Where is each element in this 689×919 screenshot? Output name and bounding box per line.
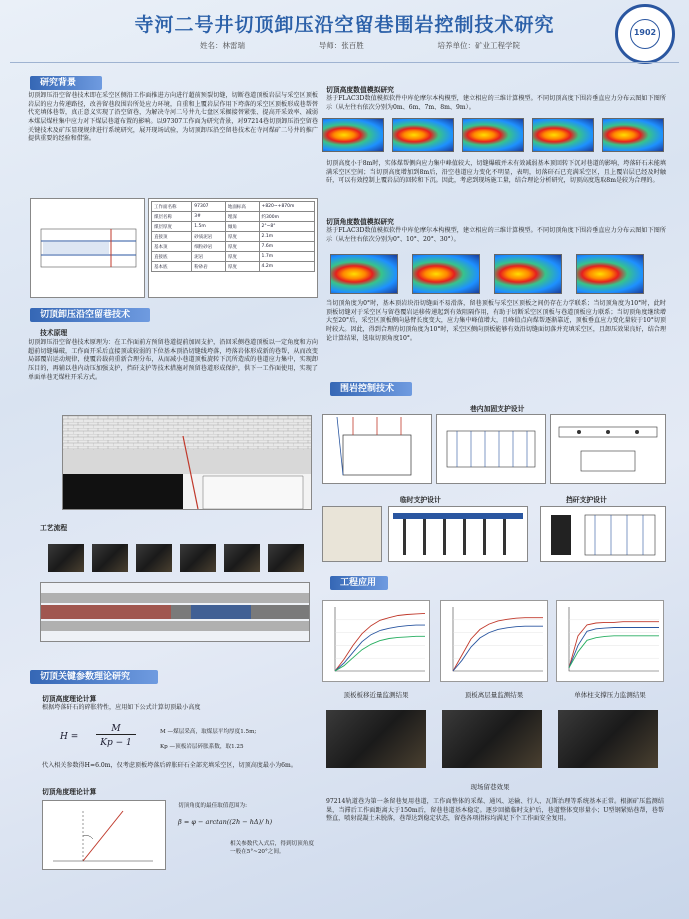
inner-support-plan-svg bbox=[437, 415, 545, 483]
numerical-height-subheading: 切顶高度数值模拟研究 bbox=[326, 86, 394, 94]
angle-range-text: 切顶角度的最佳取值范围为: bbox=[178, 803, 248, 809]
chart-prop-pressure bbox=[556, 600, 664, 682]
process-layout-diagram bbox=[40, 582, 310, 642]
gangue-support-drawing bbox=[540, 506, 666, 562]
table-cell: 约300m bbox=[259, 212, 314, 222]
gangue-support-svg bbox=[541, 507, 665, 561]
working-face-layout-drawing bbox=[30, 198, 145, 298]
stress-contour-angle-10 bbox=[412, 254, 480, 294]
chart-roof-separation bbox=[440, 600, 548, 682]
field-photo-3 bbox=[558, 710, 658, 768]
table-cell: 97307 bbox=[192, 202, 226, 212]
section-tech-header: 切顶卸压沿空留巷技术 bbox=[30, 308, 150, 322]
stress-contour-height-7m bbox=[462, 118, 524, 152]
temp-support-layout-svg bbox=[389, 507, 527, 561]
variable-kp-note: Kp —顶板岩层碎胀系数，取1.25 bbox=[160, 744, 244, 750]
table-cell: 直接底 bbox=[152, 252, 192, 262]
table-row bbox=[152, 242, 315, 252]
field-photo-caption: 现场留巷效果 bbox=[470, 783, 510, 791]
inner-support-detail-drawing bbox=[550, 414, 666, 484]
parameter-table bbox=[151, 201, 315, 272]
gangue-support-subheading: 挡矸支护设计 bbox=[566, 496, 607, 504]
numerical-angle-subheading: 切顶角度数值模拟研究 bbox=[326, 218, 394, 226]
table-cell: 基本底 bbox=[152, 262, 192, 272]
chart-axis bbox=[453, 607, 543, 671]
principle-diagram-svg bbox=[63, 416, 311, 509]
table-row bbox=[152, 212, 315, 222]
table-cell: 2°~8° bbox=[259, 222, 314, 232]
numerical-angle-result: 当切顶角度为0°时，基本顶岩块沿切缝面不易滑落，留巷顶板与采空区顶板之间仍存在力学联系；当切顶角度为10°时，此时顶板切缝对于采空区与留巷覆岩运移传递起到有效阻隔作用，有助于切断采空区顶板与巷道顶板应力联系；当切顶角度继续增大至20°后，采空区顶板侧向悬臂长度变大，应力集中峰值增大，且峰值点向煤帮逐渐靠近，顶板垂直应力变化量较于10°切顶时较大。因此，得到合理的切顶角度为10°时，采空区侧向顶板能够有效沿切缝面切落并充填采空区，且卸压效果良好，结合理论计算结果，选取切顶角度10°。 bbox=[326, 300, 666, 342]
temp-support-subheading: 临时支护设计 bbox=[400, 496, 441, 504]
table-cell: 煤层名称 bbox=[152, 212, 192, 222]
field-photo-1 bbox=[326, 710, 426, 768]
unit-name: 培养单位：矿业工程学院 bbox=[437, 41, 520, 50]
inner-support-detail-svg bbox=[551, 415, 665, 483]
chart1-caption: 顶板板移近量监测结果 bbox=[343, 691, 409, 699]
table-cell: 1.7m bbox=[259, 252, 314, 262]
section-control-header: 围岩控制技术 bbox=[330, 382, 412, 396]
stress-contour-angle-0 bbox=[330, 254, 398, 294]
geology-parameter-table bbox=[148, 198, 318, 298]
height-calc-subheading: 切顶高度理论计算 bbox=[42, 695, 97, 703]
table-cell: 泥岩 bbox=[192, 252, 226, 262]
numerical-height-result: 切顶高度小于8m时，实体煤帮侧向应力集中峰值较大，切缝爆破并未有效减弱基本顶回转下沉对巷道的影响，垮落矸石未能填满采空区空间；当切顶高度增加到8m后，沿空巷道应力变化不明显，表明，切落矸石已充满采空区，且上覆岩层已经及时触矸，可以有效控制上覆岩层的回转和下沉。因此，考虑到现场施工量，结合理论分析研究，切顶高度选取8m是较为合理的。 bbox=[326, 160, 666, 185]
chart-series-line bbox=[569, 622, 659, 668]
numerical-angle-text: 基于FLAC3D数值模拟软件中库伦摩尔本构模型，建立相应的三维计算模型。不同切顶角度下围岩垂直应力分布云图如下图所示（从左往右依次分别为0°、10°、20°、30°）。 bbox=[326, 227, 666, 243]
inner-support-section-drawing bbox=[322, 414, 432, 484]
table-cell: 倾角 bbox=[225, 222, 259, 232]
chart-series-line bbox=[335, 613, 425, 671]
temp-support-layout-drawing bbox=[388, 506, 528, 562]
stress-contour-height-0m bbox=[322, 118, 384, 152]
chart-series-line bbox=[569, 636, 659, 668]
height-calc-text: 根据垮落矸石的碎胀特性，应用如下公式计算切顶最小高度 bbox=[42, 704, 201, 711]
angle-diagram bbox=[42, 800, 166, 870]
table-cell: 3# bbox=[192, 212, 226, 222]
table-cell: 埋深 bbox=[225, 212, 259, 222]
table-cell: 砂质泥岩 bbox=[192, 232, 226, 242]
chart-series-line bbox=[453, 618, 543, 671]
angle-formula: β = φ − arctan((2h − hΔ)/ h) bbox=[178, 818, 273, 826]
advisor-name: 导师：张百胜 bbox=[318, 41, 364, 50]
table-row bbox=[152, 232, 315, 242]
table-cell: 煤层厚度 bbox=[152, 222, 192, 232]
table-cell: 2.1m bbox=[259, 232, 314, 242]
university-logo bbox=[615, 4, 675, 64]
author-name: 姓名：林雷瑞 bbox=[200, 41, 245, 50]
author-line bbox=[200, 40, 520, 51]
header-divider bbox=[10, 62, 679, 63]
formula-denominator: Kp − 1 bbox=[100, 738, 132, 748]
angle-diagram-svg bbox=[43, 801, 165, 869]
chart-roof-convergence bbox=[322, 600, 430, 682]
table-cell: 粉砂岩 bbox=[192, 262, 226, 272]
inner-support-subheading: 巷内加固支护设计 bbox=[470, 405, 525, 413]
process-photo-6 bbox=[268, 544, 304, 572]
stress-contour-height-6m bbox=[392, 118, 454, 152]
angle-result-note: 相关参数代入式后，得到切顶角度一般在5°~20°之间。 bbox=[230, 841, 314, 856]
process-subheading: 工艺流程 bbox=[40, 524, 68, 532]
chart-roof-convergence-svg bbox=[323, 601, 429, 681]
chart-series-line bbox=[335, 625, 425, 671]
table-cell: +820~+870m bbox=[259, 202, 314, 212]
chart-series-line bbox=[569, 628, 659, 668]
background-text: 切顶卸压沿空留巷技术即在采空区侧沿工作面推进方向进行超前预裂切缝，切断巷道顶板岩层与采空区顶板岩层的应力传递路径，改善留巷段围岩所处应力环境，自重和上覆岩层作用下垮落的采空区顶板形成巷帮替代充填体巷帮，真正意义实现了沿空留巷，为解决寺河二号井九七盘区采掘接替紧张、提高开采效率、减弱本煤层煤柱集中应力对下煤层巷道布置的影响。以97307工作面为研究背景，对97214巷切顶卸压沿空留巷关键技术及矿压显现规律进行系统研究，展开现场试验，为切顶卸压沿空留巷技术在寺河煤矿二号井的推广提供重要的经验和借鉴。 bbox=[28, 92, 318, 143]
stress-contour-angle-30 bbox=[576, 254, 644, 294]
table-row bbox=[152, 222, 315, 232]
table-cell: 厚度 bbox=[225, 262, 259, 272]
application-text: 97214轨道巷为第一条留巷复用巷道，工作面整体的采煤、通风、运输、行人、瓦斯治理等系统基本正常。根据矿压监测结果，当滞后工作面距离大于150m后，留巷巷道基本稳定。逐步回撤临时支护后，巷道整体变形量小；U型钢紧贴巷帮，巷帮整直，喷射混凝土未脱落，巷帮达到稳定状态，留巷各项指标均满足下个工作面安全复用。 bbox=[326, 798, 664, 823]
chart-roof-separation-svg bbox=[441, 601, 547, 681]
process-photo-1 bbox=[48, 544, 84, 572]
height-result-text: 代入相关参数得H=6.0m，仅考虑顶板垮落后碎胀矸石全部充填采空区，切顶高度最小为6m。 bbox=[42, 762, 297, 769]
section-background-header: 研究背景 bbox=[30, 76, 102, 90]
table-cell: 直接顶 bbox=[152, 232, 192, 242]
stress-contour-angle-20 bbox=[494, 254, 562, 294]
poster-title: 寺河二号井切顶卸压沿空留巷围岩控制技术研究 bbox=[134, 14, 555, 36]
process-layout-svg bbox=[41, 583, 309, 641]
table-cell: 1.5m bbox=[192, 222, 226, 232]
principle-diagram bbox=[62, 415, 312, 510]
chart-series-line bbox=[453, 626, 543, 671]
section-params-header: 切顶关键参数理论研究 bbox=[30, 670, 158, 684]
chart2-caption: 顶板离层量监测结果 bbox=[464, 691, 524, 699]
table-cell: 厚度 bbox=[225, 232, 259, 242]
variable-m-note: M —煤层采高，取煤层平均厚度1.5m; bbox=[160, 729, 257, 735]
inner-support-section-svg bbox=[323, 415, 431, 483]
angle-calc-subheading: 切顶角度理论计算 bbox=[42, 788, 97, 796]
stress-contour-height-9m bbox=[602, 118, 664, 152]
process-photo-5 bbox=[224, 544, 260, 572]
principle-text: 切顶卸压沿空留巷技术原理为：在工作面前方预留巷道提前加固支护，沿回采侧巷道顶板以一定角度和方向超前切缝爆破，工作面开采后直接顶或较弱的下位基本顶沿切缝线垮落，垮落岩体形成新的巷帮，从而改变局部覆岩运动规律，使覆岩载荷重新合理分布，从而减小巷道顶板旋转下沉所造成的巷道应力集中，实现卸压目的，再辅以巷内动压加强支护，挡矸支护等技术措施对预留巷道形成保护，供下一工作面使用，实现了单面单巷无煤柱开采方式。 bbox=[28, 339, 318, 381]
table-row bbox=[152, 252, 315, 262]
chart-prop-pressure-svg bbox=[557, 601, 663, 681]
temp-support-rock-drawing bbox=[322, 506, 382, 562]
table-cell: 7.6m bbox=[259, 242, 314, 252]
table-cell: 4.2m bbox=[259, 262, 314, 272]
table-cell: 厚度 bbox=[225, 252, 259, 262]
formula-lhs: H = bbox=[60, 732, 79, 742]
field-photo-2 bbox=[442, 710, 542, 768]
table-cell: 基本顶 bbox=[152, 242, 192, 252]
principle-subheading: 技术原理 bbox=[40, 329, 68, 337]
table-cell: 细粒砂岩 bbox=[192, 242, 226, 252]
logo-year: 1902 bbox=[633, 28, 657, 37]
stress-contour-height-8m bbox=[532, 118, 594, 152]
process-photo-2 bbox=[92, 544, 128, 572]
process-photo-4 bbox=[180, 544, 216, 572]
chart-series-line bbox=[335, 636, 425, 671]
table-cell: 厚度 bbox=[225, 242, 259, 252]
formula-numerator: M bbox=[96, 724, 136, 735]
section-application-header: 工程应用 bbox=[330, 576, 388, 590]
chart3-caption: 单体柱支撑压力监测结果 bbox=[574, 691, 646, 699]
table-row bbox=[152, 262, 315, 272]
numerical-height-text: 基于FLAC3D数值模拟软件中库伦摩尔本构模型，建立相应的三维计算模型。不同切顶高度下围岩垂直应力分布云图如下图所示（从左往右依次分别为0m、6m、7m、8m、9m）。 bbox=[326, 95, 666, 111]
layout-drawing-svg bbox=[31, 199, 144, 297]
table-cell: 地面标高 bbox=[225, 202, 259, 212]
process-photo-3 bbox=[136, 544, 172, 572]
inner-support-plan-drawing bbox=[436, 414, 546, 484]
table-row bbox=[152, 202, 315, 212]
table-cell: 工作面名称 bbox=[152, 202, 192, 212]
